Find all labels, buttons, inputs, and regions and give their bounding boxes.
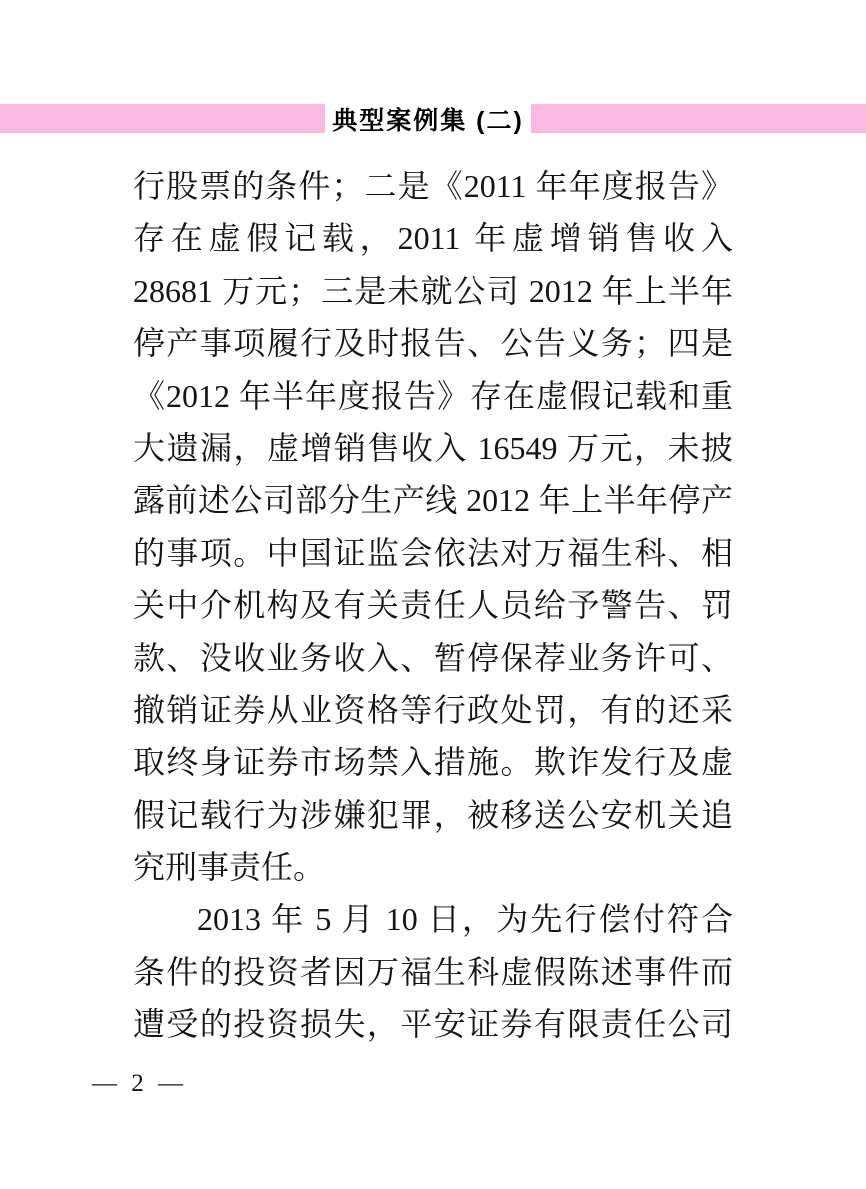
text-line: 大遗漏，虚增销售收入 16549 万元，未披 bbox=[133, 429, 733, 466]
header-bar-right bbox=[531, 104, 866, 133]
page-number: — 2 — bbox=[92, 1070, 187, 1097]
text-line: 假记载行为涉嫌犯罪，被移送公安机关追 bbox=[133, 796, 733, 833]
text-line: 取终身证券市场禁入措施。欺诈发行及虚 bbox=[133, 744, 733, 781]
text-line: 2013 年 5 月 10 日，为先行偿付符合 bbox=[197, 901, 733, 938]
text-line: 款、没收业务收入、暂停保荐业务许可、 bbox=[133, 639, 733, 676]
text-line: 条件的投资者因万福生科虚假陈述事件而 bbox=[133, 953, 733, 990]
running-head-title: 典型案例集 (二) bbox=[332, 106, 524, 135]
body-text bbox=[133, 160, 733, 1051]
page-header bbox=[0, 104, 866, 133]
text-line: 遭受的投资损失，平安证券有限责任公司 bbox=[133, 1006, 733, 1043]
text-line: 存在虚假记载，2011 年虚增销售收入 bbox=[133, 220, 733, 257]
text-line: 究刑事责任。 bbox=[133, 849, 326, 886]
text-line: 露前述公司部分生产线 2012 年上半年停产 bbox=[133, 482, 733, 519]
text-line: 撤销证券从业资格等行政处罚，有的还采 bbox=[133, 691, 733, 728]
text-line: 28681 万元；三是未就公司 2012 年上半年 bbox=[133, 272, 733, 309]
text-line: 的事项。中国证监会依法对万福生科、相 bbox=[133, 534, 733, 571]
header-bar-left bbox=[0, 104, 325, 133]
text-line: 行股票的条件；二是《2011 年年度报告》 bbox=[133, 168, 733, 204]
text-line: 关中介机构及有关责任人员给予警告、罚 bbox=[133, 587, 733, 624]
text-line: 《2012 年半年度报告》存在虚假记载和重 bbox=[133, 377, 733, 414]
text-line: 停产事项履行及时报告、公告义务；四是 bbox=[133, 325, 733, 362]
